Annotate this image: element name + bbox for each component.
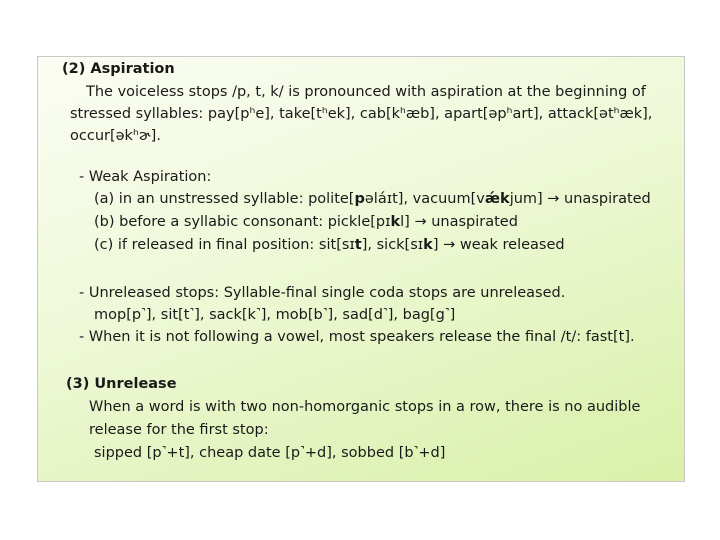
item-a-text-2: əláɪt], vacuum[v xyxy=(364,191,485,207)
unrelease-line-1: When a word is with two non-homorganic stops in a row, there is no audible xyxy=(89,399,641,415)
unreleased-stops-examples: mop[p˺], sit[t˺], sack[k˺], mob[b˺], sad[d˺], bag[g˺] xyxy=(94,307,456,323)
unrelease-examples: sipped [p˺+t], cheap date [p˺+d], sobbed [b˺+d] xyxy=(94,445,446,461)
item-c-bold-1: t xyxy=(354,237,362,253)
weak-aspiration-item-c xyxy=(94,236,565,254)
unreleased-stops-line-3: - When it is not following a vowel, most speakers release the final /t/: fast[t]. xyxy=(79,329,635,345)
item-b-text-1: (b) before a syllabic consonant: pickle[pɪ xyxy=(94,214,391,230)
weak-aspiration-title: - Weak Aspiration: xyxy=(79,169,212,185)
item-b-text-2: l] → unaspirated xyxy=(400,214,518,230)
item-b-bold: k xyxy=(390,214,401,230)
section-heading-aspiration: (2) Aspiration xyxy=(62,61,175,77)
item-c-text-1: (c) if released in final position: sit[sɪ xyxy=(94,237,355,253)
item-a-bold-2: ǽk xyxy=(484,191,510,207)
item-c-text-3: ] → weak released xyxy=(432,237,565,253)
item-a-text-1: (a) in an unstressed syllable: polite[ xyxy=(94,191,355,207)
aspiration-paragraph-line-1: The voiceless stops /p, t, k/ is pronounced with aspiration at the beginning of xyxy=(86,84,646,100)
unrelease-line-2: release for the first stop: xyxy=(89,422,269,438)
aspiration-paragraph-line-2: stressed syllables: pay[pʰe], take[tʰek], cab[kʰæb], apart[əpʰart], attack[ətʰæk], xyxy=(70,106,653,122)
item-c-text-2: ], sick[sɪ xyxy=(361,237,424,253)
item-a-text-3: jum] → unaspirated xyxy=(509,191,651,207)
section-heading-unrelease: (3) Unrelease xyxy=(66,376,177,392)
item-c-bold-2: k xyxy=(423,237,433,253)
item-a-bold-1: p xyxy=(354,191,365,207)
weak-aspiration-item-b xyxy=(94,213,518,231)
unreleased-stops-line-1: - Unreleased stops: Syllable-final single coda stops are unreleased. xyxy=(79,285,566,301)
aspiration-paragraph-line-3: occur[əkʰɚ]. xyxy=(70,128,161,144)
weak-aspiration-item-a xyxy=(94,190,651,208)
